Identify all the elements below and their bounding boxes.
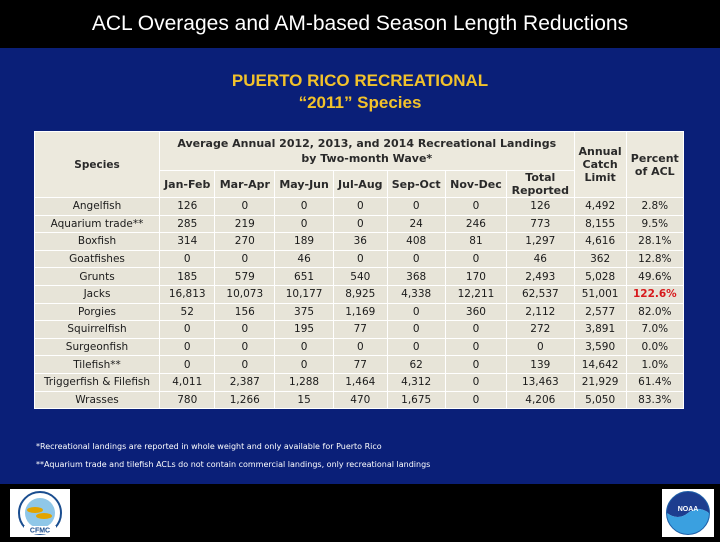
wave-value-cell: 15 <box>275 391 334 409</box>
percent-cell: 122.6% <box>626 285 683 303</box>
species-cell: Boxfish <box>35 233 160 251</box>
species-cell: Goatfishes <box>35 250 160 268</box>
table-row <box>35 250 684 268</box>
total-cell: 2,112 <box>507 303 575 321</box>
species-cell: Aquarium trade** <box>35 215 160 233</box>
wave-header: Jul-Aug <box>334 171 387 198</box>
cfmc-logo-text: CFMC <box>29 527 51 535</box>
landings-table <box>34 131 684 409</box>
total-cell: 4,206 <box>507 391 575 409</box>
table-row <box>35 303 684 321</box>
acl-cell: 5,050 <box>574 391 626 409</box>
wave-value-cell: 81 <box>445 233 506 251</box>
wave-value-cell: 126 <box>160 198 215 216</box>
wave-value-cell: 170 <box>445 268 506 286</box>
acl-cell: 21,929 <box>574 373 626 391</box>
wave-value-cell: 0 <box>445 321 506 339</box>
wave-value-cell: 0 <box>445 250 506 268</box>
wave-value-cell: 12,211 <box>445 285 506 303</box>
wave-value-cell: 0 <box>215 198 275 216</box>
wave-value-cell: 46 <box>275 250 334 268</box>
wave-value-cell: 470 <box>334 391 387 409</box>
wave-value-cell: 0 <box>275 198 334 216</box>
wave-value-cell: 1,288 <box>275 373 334 391</box>
wave-value-cell: 270 <box>215 233 275 251</box>
wave-value-cell: 219 <box>215 215 275 233</box>
wave-value-cell: 0 <box>215 356 275 374</box>
wave-value-cell: 0 <box>275 338 334 356</box>
wave-value-cell: 285 <box>160 215 215 233</box>
percent-cell: 9.5% <box>626 215 683 233</box>
species-cell: Angelfish <box>35 198 160 216</box>
wave-value-cell: 185 <box>160 268 215 286</box>
acl-cell: 5,028 <box>574 268 626 286</box>
landings-header-line-2: by Two-month Wave* <box>301 152 433 165</box>
wave-value-cell: 651 <box>275 268 334 286</box>
wave-header: Nov-Dec <box>445 171 506 198</box>
wave-value-cell: 0 <box>160 356 215 374</box>
percent-cell: 49.6% <box>626 268 683 286</box>
annual-limit-header: Annual Catch Limit <box>574 132 626 198</box>
wave-value-cell: 0 <box>215 321 275 339</box>
total-cell: 773 <box>507 215 575 233</box>
wave-value-cell: 246 <box>445 215 506 233</box>
wave-value-cell: 0 <box>387 303 445 321</box>
wave-header: Mar-Apr <box>215 171 275 198</box>
footnotes <box>36 438 430 474</box>
wave-value-cell: 77 <box>334 356 387 374</box>
species-header: Species <box>35 132 160 198</box>
wave-value-cell: 375 <box>275 303 334 321</box>
wave-value-cell: 0 <box>160 338 215 356</box>
wave-value-cell: 16,813 <box>160 285 215 303</box>
percent-cell: 1.0% <box>626 356 683 374</box>
wave-value-cell: 156 <box>215 303 275 321</box>
wave-value-cell: 0 <box>387 250 445 268</box>
table-row <box>35 285 684 303</box>
acl-cell: 3,590 <box>574 338 626 356</box>
percent-cell: 12.8% <box>626 250 683 268</box>
table-row <box>35 356 684 374</box>
percent-cell: 83.3% <box>626 391 683 409</box>
total-cell: 1,297 <box>507 233 575 251</box>
total-cell: 272 <box>507 321 575 339</box>
wave-value-cell: 0 <box>445 373 506 391</box>
wave-value-cell: 780 <box>160 391 215 409</box>
wave-value-cell: 0 <box>387 338 445 356</box>
wave-value-cell: 1,266 <box>215 391 275 409</box>
wave-value-cell: 4,338 <box>387 285 445 303</box>
wave-value-cell: 62 <box>387 356 445 374</box>
wave-value-cell: 8,925 <box>334 285 387 303</box>
wave-value-cell: 10,177 <box>275 285 334 303</box>
acl-cell: 14,642 <box>574 356 626 374</box>
table-row <box>35 321 684 339</box>
total-cell: 46 <box>507 250 575 268</box>
wave-value-cell: 0 <box>334 198 387 216</box>
wave-value-cell: 540 <box>334 268 387 286</box>
wave-value-cell: 4,011 <box>160 373 215 391</box>
wave-value-cell: 52 <box>160 303 215 321</box>
table-row <box>35 268 684 286</box>
wave-value-cell: 0 <box>387 198 445 216</box>
wave-value-cell: 360 <box>445 303 506 321</box>
wave-value-cell: 368 <box>387 268 445 286</box>
percent-cell: 28.1% <box>626 233 683 251</box>
percent-cell: 0.0% <box>626 338 683 356</box>
wave-value-cell: 0 <box>215 250 275 268</box>
wave-value-cell: 77 <box>334 321 387 339</box>
total-cell: 139 <box>507 356 575 374</box>
wave-value-cell: 36 <box>334 233 387 251</box>
wave-value-cell: 0 <box>387 321 445 339</box>
wave-value-cell: 0 <box>160 321 215 339</box>
wave-value-cell: 0 <box>445 356 506 374</box>
species-cell: Wrasses <box>35 391 160 409</box>
wave-header: May-Jun <box>275 171 334 198</box>
species-cell: Squirrelfish <box>35 321 160 339</box>
table-row <box>35 338 684 356</box>
noaa-logo-text: NOAA <box>677 506 699 513</box>
wave-value-cell: 24 <box>387 215 445 233</box>
species-cell: Surgeonfish <box>35 338 160 356</box>
total-cell: 13,463 <box>507 373 575 391</box>
total-cell: 0 <box>507 338 575 356</box>
wave-value-cell: 0 <box>160 250 215 268</box>
total-header: Total Reported <box>507 171 575 198</box>
acl-cell: 362 <box>574 250 626 268</box>
wave-value-cell: 579 <box>215 268 275 286</box>
wave-value-cell: 0 <box>445 391 506 409</box>
percent-cell: 82.0% <box>626 303 683 321</box>
subtitle-line-2: “2011” Species <box>298 93 422 112</box>
footnote: **Aquarium trade and tilefish ACLs do not contain commercial landings, only recreational landings <box>36 460 431 469</box>
wave-value-cell: 408 <box>387 233 445 251</box>
subtitle <box>0 70 720 114</box>
acl-cell: 51,001 <box>574 285 626 303</box>
table-row <box>35 373 684 391</box>
wave-value-cell: 189 <box>275 233 334 251</box>
percent-header: Percent of ACL <box>626 132 683 198</box>
table-row <box>35 391 684 409</box>
species-cell: Tilefish** <box>35 356 160 374</box>
wave-value-cell: 0 <box>445 198 506 216</box>
subtitle-line-1: PUERTO RICO RECREATIONAL <box>231 71 489 90</box>
wave-header: Jan-Feb <box>160 171 215 198</box>
species-cell: Jacks <box>35 285 160 303</box>
wave-value-cell: 10,073 <box>215 285 275 303</box>
landings-header <box>160 132 575 171</box>
noaa-logo <box>662 489 714 537</box>
acl-cell: 4,616 <box>574 233 626 251</box>
percent-cell: 2.8% <box>626 198 683 216</box>
wave-value-cell: 0 <box>334 250 387 268</box>
wave-value-cell: 314 <box>160 233 215 251</box>
wave-value-cell: 0 <box>334 338 387 356</box>
total-cell: 126 <box>507 198 575 216</box>
percent-cell: 61.4% <box>626 373 683 391</box>
wave-value-cell: 0 <box>275 215 334 233</box>
wave-value-cell: 195 <box>275 321 334 339</box>
acl-cell: 8,155 <box>574 215 626 233</box>
wave-value-cell: 0 <box>215 338 275 356</box>
wave-value-cell: 1,675 <box>387 391 445 409</box>
wave-value-cell: 4,312 <box>387 373 445 391</box>
species-cell: Porgies <box>35 303 160 321</box>
content-panel <box>0 48 720 484</box>
footnote: *Recreational landings are reported in whole weight and only available for Puerto Rico <box>36 442 382 451</box>
table-body <box>35 198 684 409</box>
cfmc-logo <box>10 489 70 537</box>
acl-cell: 2,577 <box>574 303 626 321</box>
wave-value-cell: 1,464 <box>334 373 387 391</box>
acl-cell: 4,492 <box>574 198 626 216</box>
wave-value-cell: 0 <box>334 215 387 233</box>
table-row <box>35 215 684 233</box>
species-cell: Grunts <box>35 268 160 286</box>
total-cell: 2,493 <box>507 268 575 286</box>
wave-header: Sep-Oct <box>387 171 445 198</box>
wave-value-cell: 1,169 <box>334 303 387 321</box>
wave-value-cell: 0 <box>275 356 334 374</box>
percent-cell: 7.0% <box>626 321 683 339</box>
wave-value-cell: 0 <box>445 338 506 356</box>
table-row <box>35 198 684 216</box>
wave-value-cell: 2,387 <box>215 373 275 391</box>
table-row <box>35 233 684 251</box>
acl-cell: 3,891 <box>574 321 626 339</box>
landings-header-line-1: Average Annual 2012, 2013, and 2014 Recreational Landings <box>177 137 557 150</box>
slide-title: ACL Overages and AM-based Season Length Reductions <box>0 0 720 48</box>
total-cell: 62,537 <box>507 285 575 303</box>
species-cell: Triggerfish & Filefish <box>35 373 160 391</box>
